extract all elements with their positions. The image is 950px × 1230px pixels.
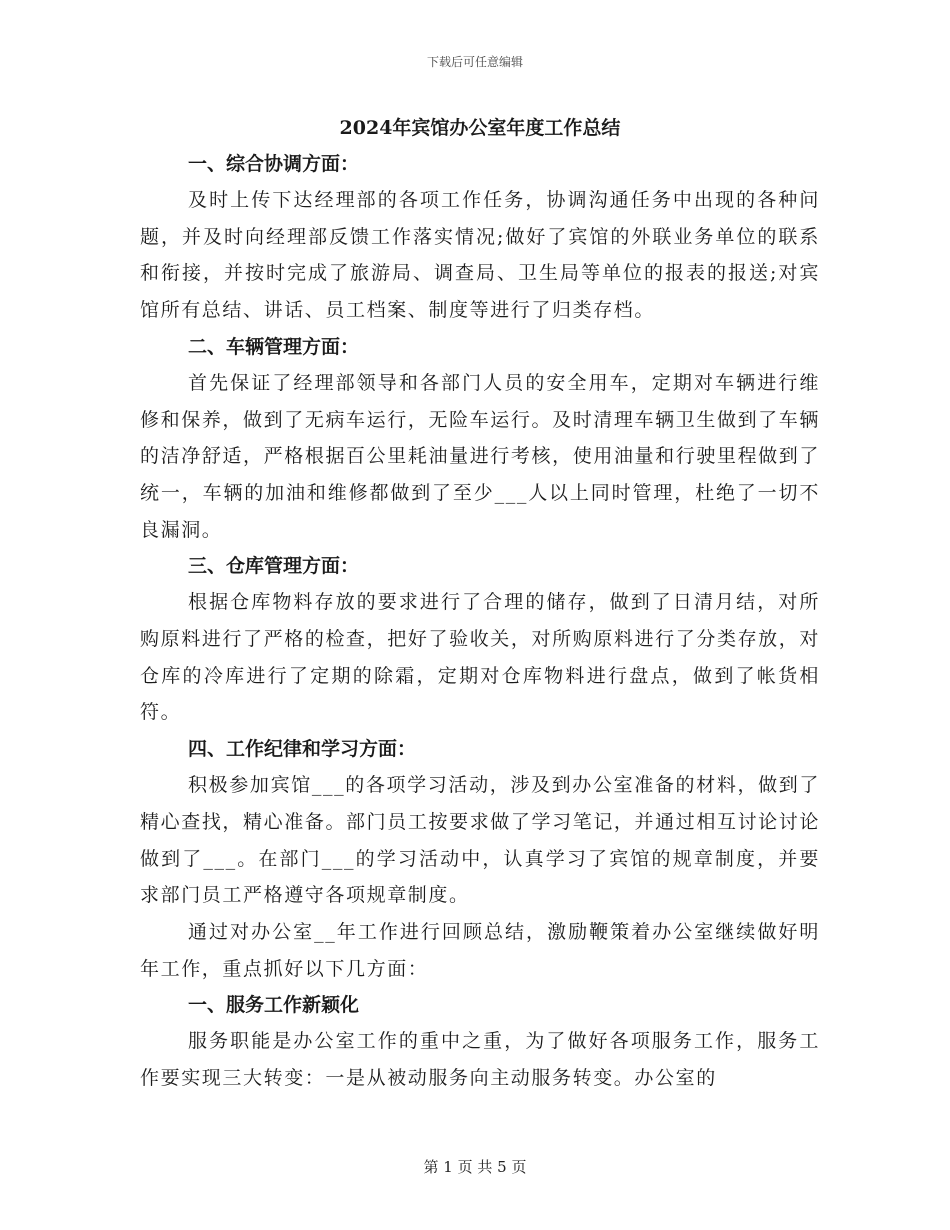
page-number: 第 1 页 共 5 页 xyxy=(423,1158,527,1176)
section-paragraph: 积极参加宾馆___的各项学习活动，涉及到办公室准备的材料，做到了精心查找，精心准备。部门员工按要求做了学习笔记，并通过相互讨论讨论做到了___。在部门___的学习活动中，认真学习了宾馆的规章制度，并要求部门员工严格遵守各项规章制度。 xyxy=(140,774,820,907)
header-note: 下载后可任意编辑 xyxy=(426,55,523,69)
section-paragraph: 首先保证了经理部领导和各部门人员的安全用车，定期对车辆进行维修和保养，做到了无病车运行，无险车运行。及时清理车辆卫生做到了车辆的洁净舒适，严格根据百公里耗油量进行考核，使用油量和行驶里程做到了统一，车辆的加油和维修都做到了至少___人以上同时管理，杜绝了一切不良漏洞。 xyxy=(140,371,820,541)
document-body xyxy=(140,112,820,1097)
document-title: 2024年宾馆办公室年度工作总结 xyxy=(339,117,621,139)
transition-paragraph: 通过对办公室__年工作进行回顾总结，激励鞭策着办公室继续做好明年工作，重点抓好以下几方面： xyxy=(140,920,820,980)
section-heading: 一、综合协调方面： xyxy=(188,153,360,175)
section-heading: 四、工作纪律和学习方面： xyxy=(188,738,417,761)
plan-heading: 一、服务工作新颖化 xyxy=(188,994,360,1017)
section-paragraph: 根据仓库物料存放的要求进行了合理的储存，做到了日清月结，对所购原料进行了严格的检查，把好了验收关，对所购原料进行了分类存放，对仓库的冷库进行了定期的除霜，定期对仓库物料进行盘点，做到了帐货相符。 xyxy=(140,591,820,724)
section-paragraph: 及时上传下达经理部的各项工作任务，协调沟通任务中出现的各种问题，并及时向经理部反馈工作落实情况;做好了宾馆的外联业务单位的联系和衔接，并按时完成了旅游局、调查局、卫生局等单位的报表的报送;对宾馆所有总结、讲话、员工档案、制度等进行了归类存档。 xyxy=(140,189,820,322)
section-heading: 三、仓库管理方面： xyxy=(188,555,360,578)
plan-paragraph: 服务职能是办公室工作的重中之重，为了做好各项服务工作，服务工作要实现三大转变：一是从被动服务向主动服务转变。办公室的 xyxy=(140,1030,820,1090)
section-heading: 二、车辆管理方面： xyxy=(188,335,360,358)
